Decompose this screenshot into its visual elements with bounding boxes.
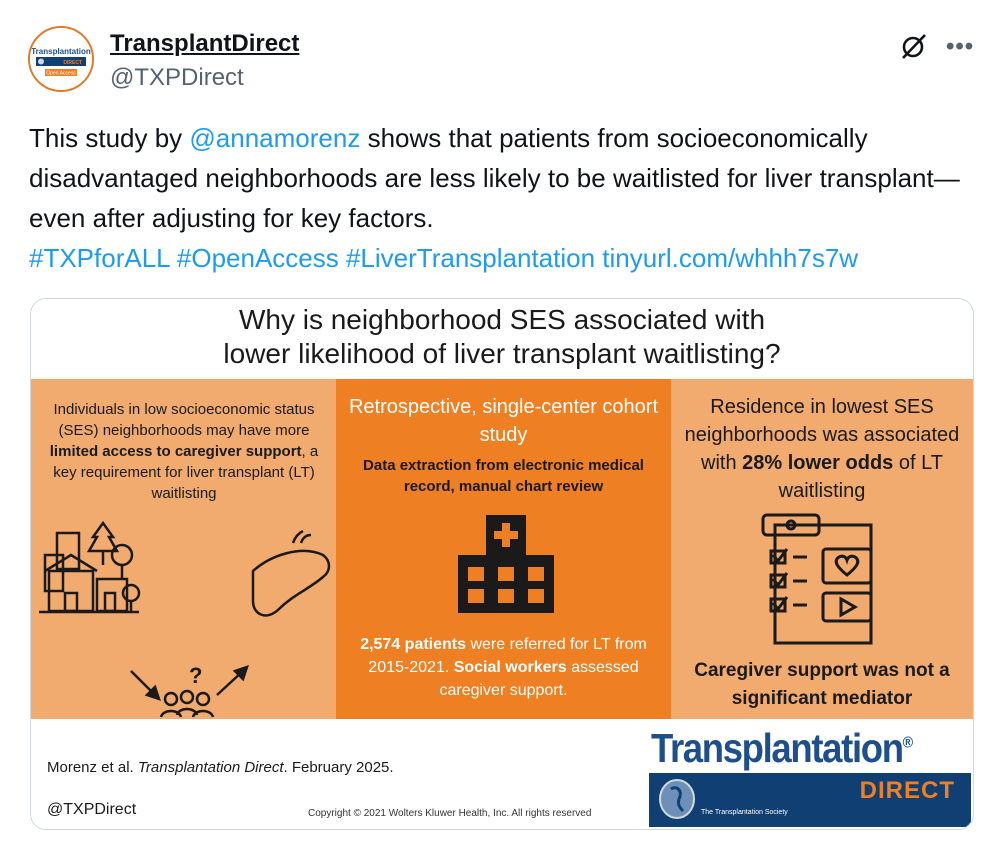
methods-title: Retrospective, single-center cohort study <box>348 396 659 446</box>
logo-word: Transplantation <box>651 725 903 771</box>
text-bold: Social workers <box>453 659 567 676</box>
logo-society: The Transplantation Society <box>701 809 788 816</box>
hospital-icon <box>456 515 556 613</box>
neighborhood-caregiver-liver-illustration <box>31 519 336 719</box>
text-part: Residence in lowest SES neighborhoods was associated with <box>684 396 960 474</box>
url-link[interactable]: tinyurl.com/whhh7s7w <box>602 243 859 273</box>
copyright: Copyright © 2021 Wolters Kluwer Health, Inc. All rights reserved <box>308 808 592 819</box>
panel-methods <box>336 379 671 719</box>
clipboard-checklist-icon <box>761 511 891 647</box>
methods-results <box>346 633 661 702</box>
background-text <box>39 399 329 504</box>
mention-link[interactable]: @annamorenz <box>189 123 361 153</box>
avatar[interactable] <box>28 26 94 92</box>
journal-logo <box>649 723 971 827</box>
liver-icon <box>253 531 329 615</box>
methods-subtitle: Data extraction from electronic medical record, manual chart review <box>363 457 644 495</box>
logo-bar <box>649 773 971 827</box>
buildings-icon <box>39 523 139 612</box>
more-options-icon[interactable]: ••• <box>946 33 975 60</box>
results-text <box>677 393 967 505</box>
title-line-2: lower likelihood of liver transplant waitlisting? <box>223 338 781 369</box>
society-seal-icon <box>657 777 697 821</box>
question-mark: ? <box>189 663 203 688</box>
people-hand-icon <box>161 691 213 717</box>
logo-direct: DIRECT <box>859 777 955 804</box>
text-bold: 28% lower <box>742 452 840 474</box>
text-part: . February 2025. <box>283 759 394 776</box>
avatar-text-2: DIRECT <box>63 60 82 66</box>
text-part: assessed caregiver support. <box>439 659 639 699</box>
tweet-text-part: This study by <box>29 123 190 153</box>
avatar-logo <box>30 28 92 90</box>
text-bold: 2,574 patients <box>360 636 467 653</box>
text-part: , a key requirement for liver transplant (LT) waitlisting <box>53 443 319 502</box>
display-name[interactable]: TransplantDirect <box>110 30 300 57</box>
tweet-text-part: shows that patients from socioeconomically disadvantaged neighborhoods are less likely to be waitlisted for liver transplant—even after adjusting for key factors. <box>29 123 960 233</box>
text-bold: odds <box>845 452 894 474</box>
user-handle[interactable]: @TXPDirect <box>110 64 244 91</box>
hashtag-links[interactable]: #TXPforALL #OpenAccess #LiverTransplantation <box>29 243 596 273</box>
title-line-1: Why is neighborhood SES associated with <box>238 304 766 335</box>
infographic-title <box>31 303 973 371</box>
infographic-card[interactable] <box>30 298 974 830</box>
footer-handle: @TXPDirect <box>47 801 137 818</box>
text-part: of LT waitlisting <box>778 452 943 502</box>
grok-icon[interactable] <box>900 32 928 60</box>
journal-name: Transplantation Direct <box>137 759 284 776</box>
panel-results <box>671 379 973 719</box>
tweet-header <box>28 24 978 96</box>
text-part: Morenz et al. <box>47 759 138 776</box>
logo-registered: ® <box>902 734 912 752</box>
text-part: Individuals in low socioeconomic status (SES) neighborhoods may have more <box>53 401 315 439</box>
text-part: were referred for LT from 2015-2021. <box>368 636 647 676</box>
results-conclusion: Caregiver support was not a significant mediator <box>694 660 950 709</box>
avatar-text-3: Open Access <box>46 70 76 77</box>
citation <box>47 759 394 776</box>
tweet-text <box>29 118 979 278</box>
infographic-footer <box>31 719 973 829</box>
avatar-text-1: Transplantation <box>31 47 91 56</box>
text-bold: limited access to caregiver support <box>49 443 302 460</box>
panel-background <box>31 379 336 719</box>
logo-wordmark <box>651 725 934 772</box>
